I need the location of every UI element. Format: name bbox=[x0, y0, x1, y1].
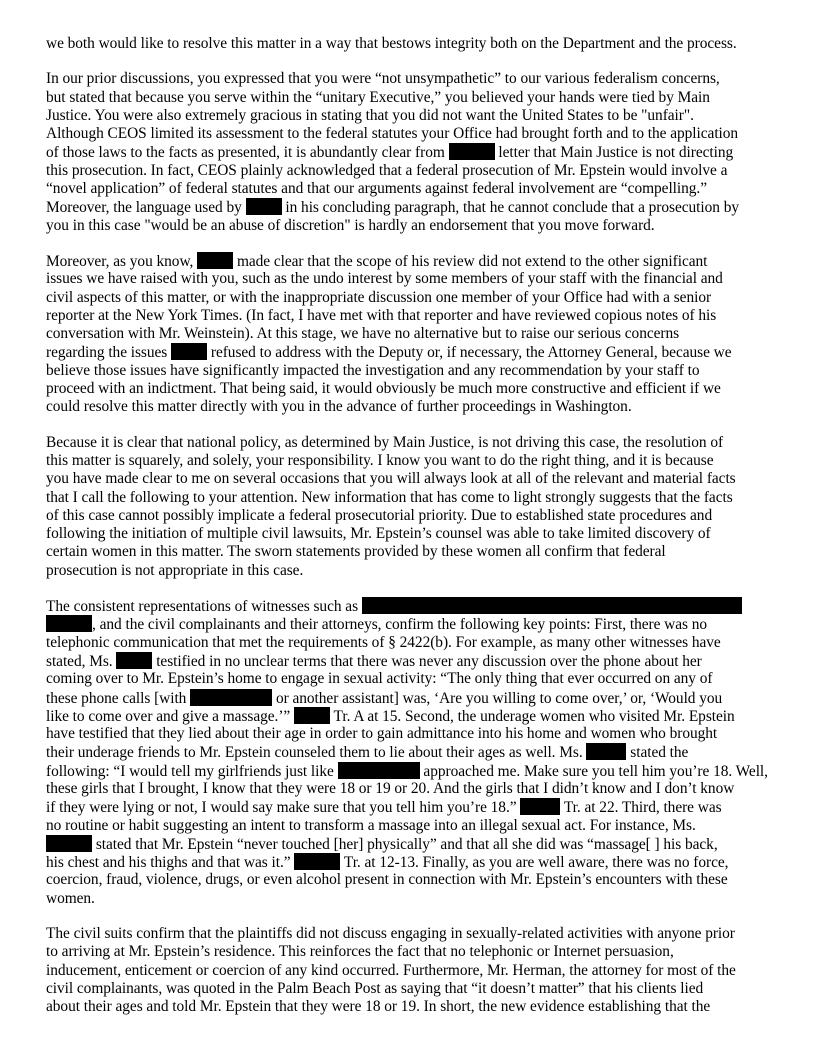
text-line bbox=[46, 343, 776, 361]
text-fragment: refused to address with the Deputy or, if necessary, the Attorney General, because we bbox=[210, 344, 732, 362]
text-line bbox=[46, 615, 776, 633]
text-line: this prosecution. In fact, CEOS plainly acknowledged that a federal prosecution of Mr. Epstein would involve a bbox=[46, 161, 728, 179]
redaction-bar bbox=[586, 743, 626, 760]
text-fragment: stated, Ms. bbox=[46, 652, 113, 670]
text-line: following the initiation of multiple civil lawsuits, Mr. Epstein’s counsel was able to take limited discovery of bbox=[46, 525, 711, 543]
text-line bbox=[46, 707, 776, 725]
text-line: no routine or habit suggesting an intent to transform a massage into an illegal sexual act. For instance, Ms. bbox=[46, 816, 696, 834]
text-fragment: letter that Main Justice is not directing bbox=[498, 144, 734, 162]
text-fragment: made clear that the scope of his review did not extend to the other significant bbox=[236, 252, 708, 270]
text-line: prosecution is not appropriate in this case. bbox=[46, 561, 304, 579]
redaction-bar bbox=[197, 252, 233, 269]
redaction-bar bbox=[520, 798, 560, 815]
text-fragment: following: “I would tell my girlfriends just like bbox=[46, 762, 334, 780]
redaction-bar bbox=[116, 652, 152, 669]
text-line: we both would like to resolve this matter in a way that bestows integrity both on the Department and the process. bbox=[46, 35, 737, 52]
text-line: proceed with an indictment. That being said, it would obviously be much more constructive and efficient if we bbox=[46, 380, 721, 398]
text-line: but stated that because you serve within the “unitary Executive,” you believed your hands were tied by Main bbox=[46, 88, 710, 106]
text-fragment: regarding the issues bbox=[46, 344, 168, 362]
redaction-bar bbox=[46, 835, 92, 852]
redaction-bar bbox=[190, 689, 272, 706]
text-line: of this case cannot possibly implicate a federal prosecutorial priority. Due to established state procedures and bbox=[46, 506, 713, 524]
text-line bbox=[46, 689, 776, 707]
text-line: issues we have raised with you, such as the undo interest by some members of your staff with the financial and bbox=[46, 270, 723, 288]
text-line bbox=[46, 798, 776, 816]
text-fragment: stated the bbox=[630, 744, 689, 762]
text-line: Because it is clear that national policy, as determined by Main Justice, is not driving this case, the resolution of bbox=[46, 433, 724, 451]
paragraph-2 bbox=[46, 70, 776, 235]
text-line: you have made clear to me on several occasions that you will always look at all of the relevant and material facts bbox=[46, 470, 736, 488]
text-line: The civil suits confirm that the plaintiffs did not discuss engaging in sexually-related activities with anyone prior bbox=[46, 925, 735, 943]
text-line: that I call the following to your attention. New information that has come to light strongly suggests that the facts bbox=[46, 488, 733, 506]
text-line bbox=[46, 835, 776, 853]
text-line: these girls that I brought, I know that they were 18 or 19 or 20. And the girls that I didn’t know and I don’t know bbox=[46, 779, 735, 797]
text-fragment: Tr. A at 15. Second, the underage women who visited Mr. Epstein bbox=[333, 707, 735, 725]
text-line: Although CEOS limited its assessment to the federal statutes your Office had brought forth and to the application bbox=[46, 125, 739, 143]
text-line: certain women in this matter. The sworn statements provided by these women all confirm that federal bbox=[46, 543, 666, 561]
redaction-bar bbox=[46, 615, 92, 632]
redaction-bar bbox=[338, 762, 420, 779]
text-line bbox=[46, 853, 776, 871]
text-line bbox=[46, 652, 776, 670]
text-line bbox=[46, 762, 776, 780]
text-line: this matter is squarely, and solely, your responsibility. I know you want to do the right thing, and it is because bbox=[46, 451, 714, 469]
redaction-bar bbox=[246, 198, 282, 215]
paragraph-4 bbox=[46, 434, 776, 580]
text-line bbox=[46, 143, 776, 161]
redaction-bar bbox=[294, 853, 340, 870]
text-line: could resolve this matter directly with you in the advance of further proceedings in Washington. bbox=[46, 398, 632, 416]
text-line: coercion, fraud, violence, drugs, or even alcohol present in connection with Mr. Epstein’s encounters with these bbox=[46, 871, 728, 889]
text-line: “novel application” of federal statutes and that our arguments against federal involvement are “compelling.” bbox=[46, 180, 707, 198]
text-fragment: Moreover, the language used by bbox=[46, 199, 242, 217]
text-fragment: The consistent representations of witnesses such as bbox=[46, 598, 359, 616]
text-line bbox=[46, 198, 776, 216]
text-fragment: their underage friends to Mr. Epstein counseled them to lie about their ages as well. Ms. bbox=[46, 744, 583, 762]
text-line: telephonic communication that met the requirements of § 2422(b). For example, as many other witnesses have bbox=[46, 633, 721, 651]
text-fragment: approached me. Make sure you tell him you’re 18. Well, bbox=[423, 762, 768, 780]
text-line: reporter at the New York Times. (In fact, I have met with that reporter and have reviewed copious notes of his bbox=[46, 306, 717, 324]
paragraph-5 bbox=[46, 597, 776, 908]
text-fragment: of those laws to the facts as presented, it is abundantly clear from bbox=[46, 144, 445, 162]
text-line: have testified that they lied about their age in order to gain admittance into his home and women who brought bbox=[46, 725, 718, 743]
text-line: women. bbox=[46, 889, 95, 907]
paragraph-6 bbox=[46, 925, 776, 1016]
redaction-bar bbox=[449, 143, 495, 160]
text-line: civil aspects of this matter, or with the inappropriate discussion one member of your Office had with a senior bbox=[46, 288, 712, 306]
text-fragment: these phone calls [with bbox=[46, 689, 187, 707]
text-fragment: Moreover, as you know, bbox=[46, 252, 194, 270]
text-fragment: Tr. at 22. Third, there was bbox=[563, 799, 722, 817]
text-line: civil complainants, was quoted in the Palm Beach Post as saying that “it doesn’t matter” that his clients lied bbox=[46, 979, 704, 997]
text-line: Justice. You were also extremely gracious in stating that you did not want the United States to be "unfair". bbox=[46, 106, 694, 124]
text-line: about their ages and told Mr. Epstein that they were 18 or 19. In short, the new evidence establishing that the bbox=[46, 998, 711, 1016]
text-fragment: stated that Mr. Epstein “never touched [her] physically” and that all she did was “massage[ ] his back, bbox=[95, 835, 718, 853]
text-fragment: , and the civil complainants and their attorneys, confirm the following key points: First, there was no bbox=[92, 616, 708, 634]
text-line bbox=[46, 743, 776, 761]
text-line: to arriving at Mr. Epstein’s residence. This reinforces the fact that no telephonic or Internet persuasion, bbox=[46, 943, 674, 961]
text-line bbox=[46, 597, 776, 615]
text-fragment: in his concluding paragraph, that he cannot conclude that a prosecution by bbox=[285, 199, 739, 217]
text-fragment: if they were lying or not, I would say make sure that you tell him you’re 18.” bbox=[46, 799, 517, 817]
text-line: you in this case "would be an abuse of discretion" is hardly an endorsement that you move forward. bbox=[46, 216, 655, 234]
text-line: In our prior discussions, you expressed that you were “not unsympathetic” to our various federalism concerns, bbox=[46, 70, 720, 88]
text-fragment: his chest and his thighs and that was it.” bbox=[46, 854, 291, 872]
redaction-bar bbox=[294, 707, 330, 724]
text-fragment: testified in no unclear terms that there was never any discussion over the phone about her bbox=[156, 652, 702, 670]
text-line: coming over to Mr. Epstein’s home to engage in sexual activity: “The only thing that ever occurred on any of bbox=[46, 670, 713, 688]
paragraph-3 bbox=[46, 252, 776, 417]
text-line: conversation with Mr. Weinstein). At this stage, we have no alternative but to raise our serious concerns bbox=[46, 325, 680, 343]
text-fragment: like to come over and give a massage.’” bbox=[46, 707, 291, 725]
text-fragment: Tr. at 12-13. Finally, as you are well aware, there was no force, bbox=[343, 854, 729, 872]
text-line: believe those issues have significantly impacted the investigation and any recommendation by your staff to bbox=[46, 361, 700, 379]
redaction-bar bbox=[171, 343, 207, 360]
text-line bbox=[46, 252, 776, 270]
redaction-bar bbox=[362, 597, 742, 614]
text-line: inducement, enticement or coercion of any kind occurred. Furthermore, Mr. Herman, the attorney for most of the bbox=[46, 961, 736, 979]
text-fragment: or another assistant] was, ‘Are you willing to come over,’ or, ‘Would you bbox=[275, 689, 723, 707]
paragraph-1 bbox=[46, 35, 776, 53]
